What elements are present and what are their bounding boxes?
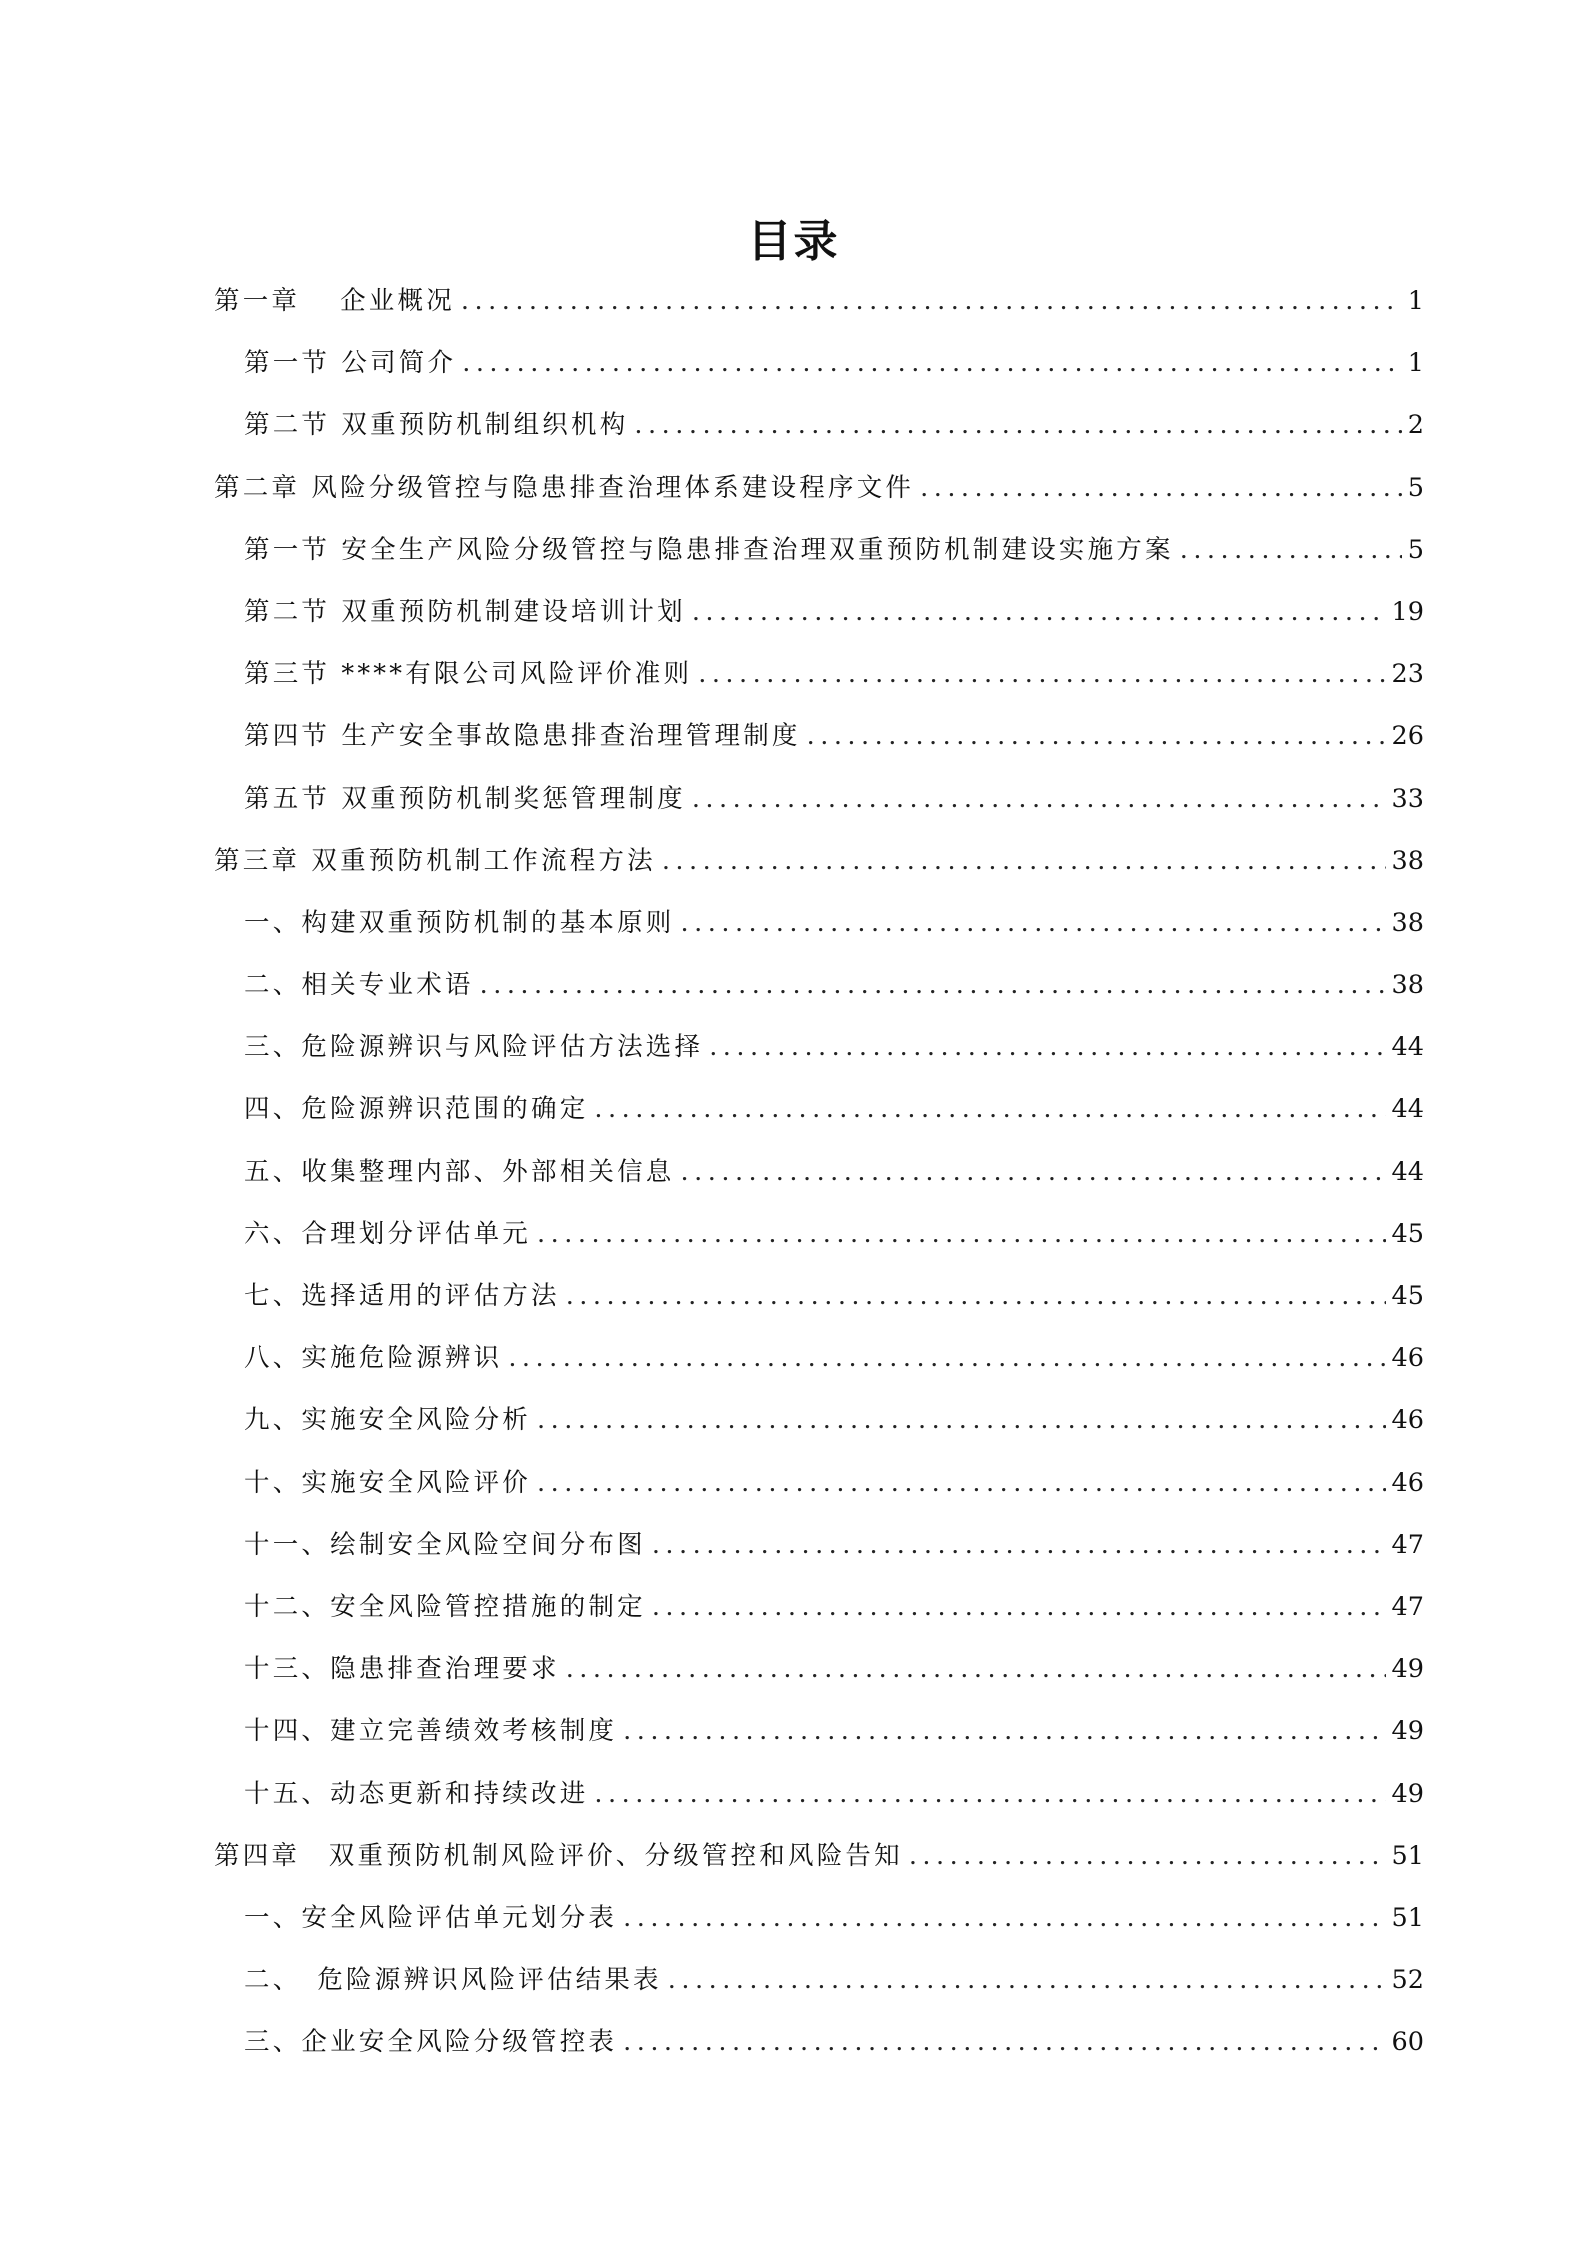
toc-entry-label: 十一、绘制安全风险空间分布图 [244, 1529, 646, 1560]
toc-leader-dots [480, 954, 1386, 1016]
toc-page-number: 5 [1407, 534, 1424, 565]
toc-page-number: 60 [1391, 2027, 1424, 2058]
toc-leader-dots [537, 1452, 1386, 1514]
toc-entry[interactable] [214, 270, 1424, 332]
toc-entry-label: 四、危险源辨识范围的确定 [244, 1094, 589, 1125]
toc-leader-dots [662, 830, 1386, 892]
toc-leader-dots [623, 1887, 1385, 1949]
toc-entry[interactable] [214, 581, 1424, 643]
toc-leader-dots [461, 270, 1402, 332]
toc-entry-label: 三、企业安全风险分级管控表 [244, 2027, 618, 2058]
toc-leader-dots [920, 457, 1402, 519]
toc-entry-label: 八、实施危险源辨识 [244, 1343, 503, 1374]
toc-leader-dots [681, 892, 1386, 954]
toc-page-number: 44 [1391, 1156, 1424, 1187]
toc-entry-label: 三、危险源辨识与风险评估方法选择 [244, 1032, 704, 1063]
toc-page-number: 44 [1391, 1094, 1424, 1125]
toc-entry[interactable] [214, 830, 1424, 892]
toc-page-number: 47 [1391, 1529, 1424, 1560]
toc-entry[interactable] [214, 1452, 1424, 1514]
toc-page-number: 51 [1391, 1840, 1424, 1871]
toc-page-number: 33 [1391, 783, 1424, 814]
toc-leader-dots [652, 1514, 1386, 1576]
toc-leader-dots [692, 581, 1386, 643]
toc-entry[interactable] [214, 892, 1424, 954]
toc-leader-dots [566, 1638, 1386, 1700]
toc-page-number: 1 [1407, 348, 1424, 379]
toc-page-number: 38 [1391, 845, 1424, 876]
toc-entry[interactable] [214, 1887, 1424, 1949]
toc-leader-dots [681, 1141, 1386, 1203]
toc-entry[interactable] [214, 1078, 1424, 1140]
toc-leader-dots [709, 1016, 1385, 1078]
toc-leader-dots [623, 1700, 1385, 1762]
toc-leader-dots [537, 1203, 1386, 1265]
toc-entry-label: 第三节 ****有限公司风险评价准则 [244, 659, 693, 690]
toc-entry[interactable] [214, 954, 1424, 1016]
toc-entry-label: 六、合理划分评估单元 [244, 1218, 532, 1249]
toc-page-number: 38 [1391, 907, 1424, 938]
toc-entry-label: 五、收集整理内部、外部相关信息 [244, 1156, 675, 1187]
toc-leader-dots [623, 2011, 1385, 2073]
toc-page-number: 52 [1391, 1965, 1424, 1996]
toc-page-number: 23 [1391, 659, 1424, 690]
toc-entry-label: 第五节 双重预防机制奖惩管理制度 [244, 783, 686, 814]
toc-entry-label: 第四节 生产安全事故隐患排查治理管理制度 [244, 721, 801, 752]
toc-entry-label: 第一节 公司简介 [244, 348, 457, 379]
toc-entry-label: 十四、建立完善绩效考核制度 [244, 1716, 618, 1747]
toc-page-number: 1 [1407, 286, 1424, 316]
toc-page-number: 5 [1407, 472, 1424, 503]
toc-leader-dots [652, 1576, 1386, 1638]
toc-page-number: 49 [1391, 1654, 1424, 1685]
toc-entry-label: 九、实施安全风险分析 [244, 1405, 532, 1436]
toc-entry[interactable] [214, 1700, 1424, 1762]
toc-entry[interactable] [214, 768, 1424, 830]
toc-entry[interactable] [214, 1825, 1424, 1887]
toc-page-number: 44 [1391, 1032, 1424, 1063]
toc-entry-label: 七、选择适用的评估方法 [244, 1281, 560, 1311]
toc-entry[interactable] [214, 1949, 1424, 2011]
toc-entry[interactable] [214, 394, 1424, 456]
toc-page-number: 51 [1391, 1902, 1424, 1933]
toc-entry[interactable] [214, 1763, 1424, 1825]
toc-entry-label: 二、相关专业术语 [244, 970, 474, 1001]
toc-leader-dots [909, 1825, 1386, 1887]
toc-leader-dots [537, 1389, 1386, 1451]
toc-entry-label: 一、安全风险评估单元划分表 [244, 1902, 618, 1933]
toc-entry-label: 第二节 双重预防机制建设培训计划 [244, 596, 686, 627]
toc-leader-dots [668, 1949, 1386, 2011]
toc-entry-label: 第四章 双重预防机制风险评价、分级管控和风险告知 [214, 1840, 903, 1871]
toc-page-number: 2 [1407, 410, 1424, 441]
toc-page-number: 19 [1391, 596, 1424, 627]
toc-entry[interactable] [214, 1327, 1424, 1389]
toc-entry[interactable] [214, 2011, 1424, 2073]
toc-page-number: 26 [1391, 721, 1424, 752]
toc-entry[interactable] [214, 1389, 1424, 1451]
toc-leader-dots [594, 1078, 1385, 1140]
toc-entry-label: 十三、隐患排查治理要求 [244, 1654, 560, 1685]
toc-entry[interactable] [214, 643, 1424, 705]
toc-entry-label: 第二节 双重预防机制组织机构 [244, 410, 629, 441]
toc-page-number: 49 [1391, 1716, 1424, 1747]
toc-leader-dots [692, 768, 1386, 830]
toc-entry[interactable] [214, 457, 1424, 519]
toc-entry[interactable] [214, 519, 1424, 581]
toc-entry-label: 二、 危险源辨识风险评估结果表 [244, 1965, 662, 1996]
toc-leader-dots [594, 1763, 1385, 1825]
toc-page-number: 46 [1391, 1405, 1424, 1436]
toc-entry-label: 十、实施安全风险评价 [244, 1467, 532, 1498]
toc-leader-dots [807, 705, 1386, 767]
page-title: 目录 [747, 216, 840, 267]
toc-entry[interactable] [214, 1265, 1424, 1327]
toc-leader-dots [1180, 519, 1402, 581]
toc-page-number: 47 [1391, 1591, 1424, 1622]
toc-entry[interactable] [214, 1016, 1424, 1078]
toc-page-number: 49 [1391, 1778, 1424, 1809]
toc-entry[interactable] [214, 1576, 1424, 1638]
toc-leader-dots [566, 1265, 1386, 1327]
toc-page-number: 38 [1391, 970, 1424, 1001]
toc-entry[interactable] [214, 1141, 1424, 1203]
toc-entry[interactable] [214, 332, 1424, 394]
toc-page-number: 45 [1391, 1218, 1424, 1249]
toc-leader-dots [462, 332, 1402, 394]
toc-entry-label: 第三章 双重预防机制工作流程方法 [214, 845, 656, 876]
toc-page-number: 45 [1391, 1281, 1424, 1311]
toc-entry-label: 第一章 企业概况 [214, 286, 455, 316]
toc-entry-label: 十五、动态更新和持续改进 [244, 1778, 589, 1809]
toc-page-number: 46 [1391, 1343, 1424, 1374]
toc-entry[interactable] [214, 1638, 1424, 1700]
toc-entry[interactable] [214, 1514, 1424, 1576]
toc-entry[interactable] [214, 705, 1424, 767]
toc-entry-label: 一、构建双重预防机制的基本原则 [244, 907, 675, 938]
toc-entry-label: 第二章 风险分级管控与隐患排查治理体系建设程序文件 [214, 472, 915, 503]
toc-leader-dots [634, 394, 1401, 456]
toc-entry[interactable] [214, 1203, 1424, 1265]
toc-leader-dots [508, 1327, 1385, 1389]
toc-leader-dots [698, 643, 1385, 705]
toc-entry-label: 十二、安全风险管控措施的制定 [244, 1591, 646, 1622]
toc-page-number: 46 [1391, 1467, 1424, 1498]
toc-entry-label: 第一节 安全生产风险分级管控与隐患排查治理双重预防机制建设实施方案 [244, 534, 1174, 565]
table-of-contents [214, 270, 1424, 2073]
